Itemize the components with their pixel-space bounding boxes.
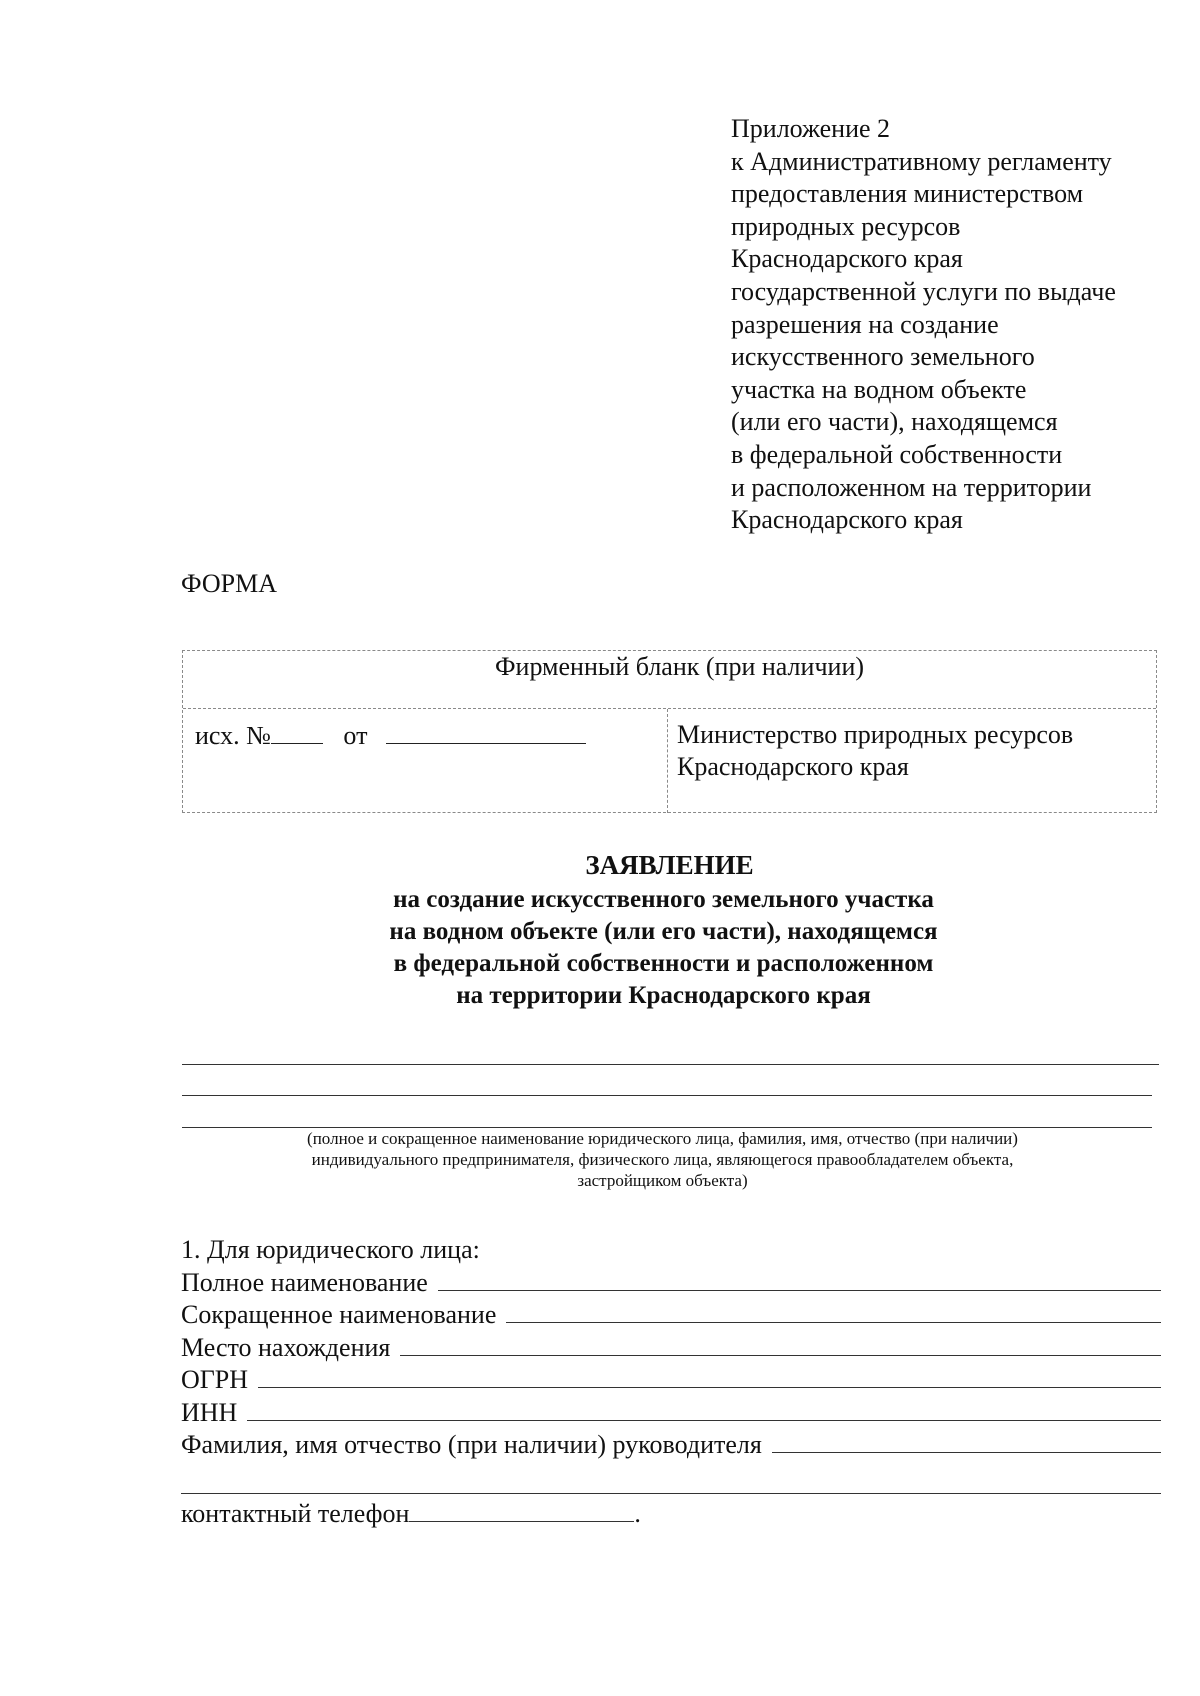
full-name-field[interactable] — [438, 1268, 1161, 1291]
appendix-line: и расположенном на территории — [731, 472, 1092, 502]
location-field[interactable] — [400, 1333, 1161, 1356]
letterhead-box — [182, 650, 1157, 813]
form-label: ФОРМА — [181, 569, 277, 598]
ogrn-label: ОГРН — [181, 1365, 249, 1394]
recipient-line: Краснодарского края — [677, 752, 909, 781]
statement-subtitle-line: на территории Краснодарского края — [456, 982, 871, 1009]
short-name-field[interactable] — [506, 1300, 1161, 1323]
caption-line: застройщиком объекта) — [577, 1171, 748, 1190]
section-heading: 1. Для юридического лица: — [181, 1235, 480, 1264]
caption-line: индивидуального предпринимателя, физического лица, являющегося правообладателем объекта, — [311, 1150, 1014, 1169]
appendix-header — [731, 113, 1181, 537]
statement-subtitle-line: в федеральной собственности и расположенном — [393, 950, 934, 977]
statement-title: ЗАЯВЛЕНИЕ — [585, 850, 754, 880]
inn-field[interactable] — [247, 1398, 1161, 1421]
section-legal-entity — [181, 1234, 1161, 1531]
appendix-line: государственной услуги по выдаче — [731, 276, 1116, 306]
location-label: Место нахождения — [181, 1332, 391, 1362]
ogrn-row — [181, 1364, 1161, 1397]
appendix-line: Приложение 2 — [731, 114, 891, 143]
recipient-line: Министерство природных ресурсов — [677, 720, 1074, 749]
head-name-continuation-line[interactable] — [181, 1462, 1161, 1495]
statement-title-block — [182, 848, 1157, 1012]
appendix-line: к Административному регламенту — [731, 146, 1112, 176]
applicant-line-1[interactable] — [182, 1064, 1159, 1065]
phone-label: контактный телефон — [181, 1499, 410, 1528]
appendix-line: природных ресурсов — [731, 211, 961, 241]
appendix-line: участка на водном объекте — [731, 374, 1027, 404]
phone-field[interactable] — [409, 1499, 634, 1522]
ogrn-field[interactable] — [258, 1365, 1161, 1388]
appendix-line: Краснодарского края — [731, 505, 963, 535]
appendix-line: в федеральной собственности — [731, 439, 1063, 469]
phone-row — [181, 1498, 1161, 1531]
full-name-label: Полное наименование — [181, 1267, 428, 1297]
caption-line: (полное и сокращенное наименование юридического лица, фамилия, имя, отчество (при наличии) — [307, 1129, 1018, 1148]
letterhead-title — [183, 651, 1156, 709]
outgoing-number-row — [195, 721, 586, 751]
head-name-row — [181, 1429, 1161, 1462]
recipient — [677, 719, 1073, 783]
letterhead-title-text: Фирменный бланк (при наличии) — [494, 652, 865, 681]
location-row — [181, 1332, 1161, 1365]
inn-label: ИНН — [181, 1397, 238, 1427]
full-name-row — [181, 1267, 1161, 1300]
short-name-row — [181, 1299, 1161, 1332]
letterhead-divider — [667, 709, 668, 813]
head-name-field[interactable] — [772, 1430, 1161, 1453]
short-name-label: Сокращенное наименование — [181, 1300, 497, 1329]
statement-subtitle-line: на водном объекте (или его части), находящемся — [389, 918, 938, 945]
appendix-line: предоставления министерством — [731, 179, 1084, 209]
inn-row — [181, 1397, 1161, 1430]
appendix-line: (или его части), находящемся — [731, 407, 1058, 437]
appendix-line: искусственного земельного — [731, 342, 1035, 372]
statement-subtitle-line: на создание искусственного земельного участка — [393, 886, 934, 913]
applicant-caption — [190, 1128, 1135, 1191]
outgoing-number-field[interactable] — [271, 723, 323, 744]
head-name-label: Фамилия, имя отчество (при наличии) руководителя — [181, 1430, 762, 1459]
outgoing-number-label: исх. № — [195, 721, 271, 750]
appendix-line: разрешения на создание — [731, 309, 999, 339]
applicant-line-2[interactable] — [182, 1095, 1152, 1096]
phone-end: . — [634, 1499, 641, 1528]
appendix-line: Краснодарского края — [731, 244, 963, 274]
date-label: от — [343, 721, 368, 750]
date-field[interactable] — [386, 723, 586, 744]
